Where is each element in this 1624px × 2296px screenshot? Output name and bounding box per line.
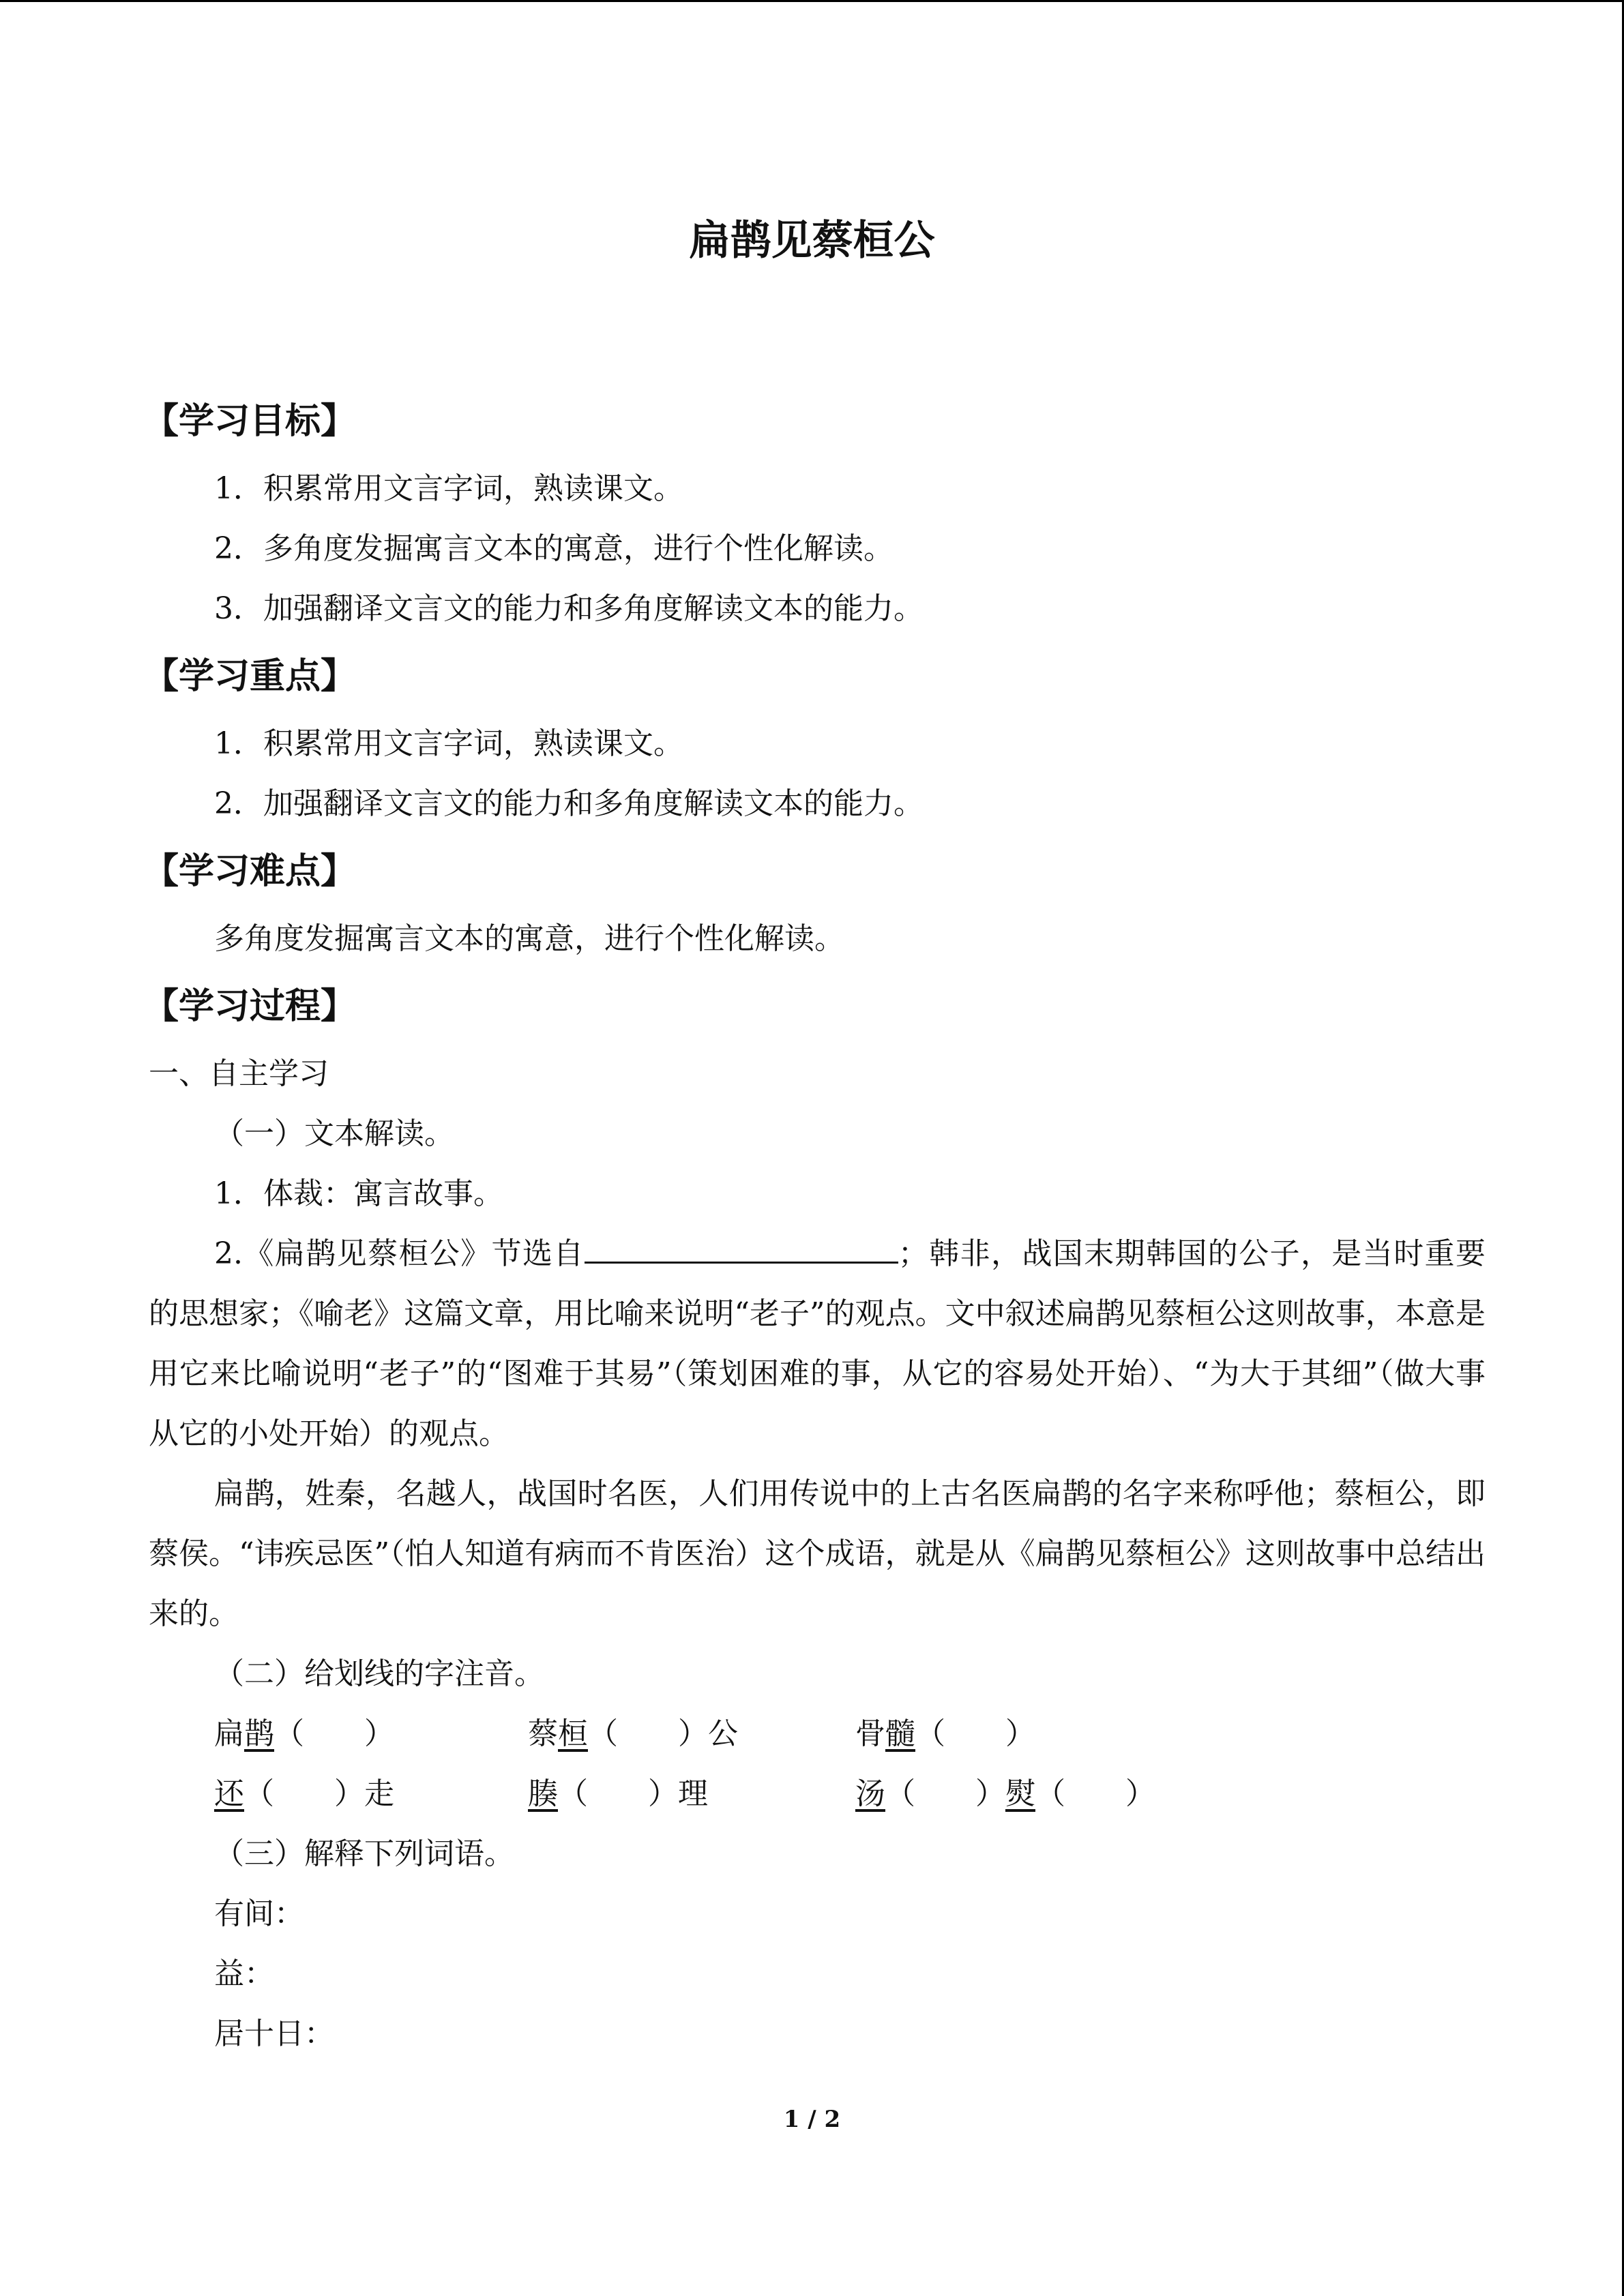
underlined-char: 鹊 — [244, 1716, 274, 1751]
sub-heading-explain: （三）解释下列词语。 — [214, 1836, 514, 1871]
section-heading-process: 【学习过程】 — [143, 986, 357, 1027]
page-title: 扁鹊见蔡桓公 — [689, 217, 935, 265]
word-item-2: 益： — [214, 1956, 274, 1991]
pinyin-row-2 — [149, 1764, 1486, 1824]
key-item-2: 2．加强翻译文言文的能力和多角度解读文本的能力。 — [214, 786, 924, 821]
part1-heading: 一、自主学习 — [149, 1056, 329, 1091]
pinyin-item-couli: 腠（ ）理 — [528, 1776, 708, 1811]
pinyin-row-1 — [149, 1704, 1486, 1764]
pinyin-item-gusui: 骨髓（ ） — [855, 1716, 1035, 1751]
word-item-3: 居十日： — [214, 2016, 334, 2051]
goal-item-1: 1．积累常用文言字词，熟读课文。 — [214, 471, 683, 506]
underlined-char: 汤 — [855, 1776, 885, 1811]
section-heading-difficulty: 【学习难点】 — [143, 851, 357, 892]
pinyin-item-huanzou: 还（ ）走 — [214, 1776, 394, 1811]
underlined-char: 还 — [214, 1776, 244, 1811]
underlined-char: 熨 — [1005, 1776, 1035, 1811]
goal-item-2: 2．多角度发掘寓言文本的寓意，进行个性化解读。 — [214, 531, 894, 566]
document-body — [143, 384, 1486, 2064]
page-number: 1 / 2 — [783, 2106, 841, 2133]
pinyin-item-tangwei: 汤（ ）熨（ ） — [855, 1776, 1155, 1811]
fill-in-blank[interactable] — [585, 1234, 898, 1264]
source-paragraph — [149, 1224, 1486, 1464]
genre-line: 1．体裁：寓言故事。 — [214, 1176, 503, 1211]
sub-heading-text-reading: （一）文本解读。 — [214, 1116, 454, 1151]
key-item-1: 1．积累常用文言字词，熟读课文。 — [214, 726, 683, 761]
bianque-paragraph: 扁鹊，姓秦，名越人，战国时名医，人们用传说中的上古名医扁鹊的名字来称呼他；蔡桓公，即蔡侯。“讳疾忌医”（怕人知道有病而不肯医治）这个成语，就是从《扁鹊见蔡桓公》这则故事中总结出来的。 — [149, 1476, 1486, 1631]
pinyin-item-caihuan: 蔡桓（ ）公 — [528, 1716, 738, 1751]
word-item-1: 有间： — [214, 1896, 304, 1931]
pinyin-item-bianque: 扁鹊（ ） — [214, 1716, 394, 1751]
section-heading-goals: 【学习目标】 — [143, 401, 357, 442]
section-heading-key: 【学习重点】 — [143, 656, 357, 697]
difficulty-text: 多角度发掘寓言文本的寓意，进行个性化解读。 — [214, 921, 844, 956]
source-text-before: 2.《扁鹊见蔡桓公》节选自 — [214, 1236, 585, 1271]
source-text-after: ；韩非，战国末期韩国的公子，是当时重要的思想家；《喻老》这篇文章，用比喻来说明“老子”的观点。文中叙述扁鹊见蔡桓公这则故事，本意是用它来比喻说明“老子”的“图难于其易”（策划困难的事，从它的容易处开始）、“为大于其细”（做大事从它的小处开始）的观点。 — [149, 1236, 1486, 1451]
goal-item-3: 3．加强翻译文言文的能力和多角度解读文本的能力。 — [214, 591, 924, 626]
underlined-char: 桓 — [558, 1716, 588, 1751]
underlined-char: 腠 — [528, 1776, 558, 1811]
underlined-char: 髓 — [885, 1716, 915, 1751]
sub-heading-pinyin: （二）给划线的字注音。 — [214, 1656, 544, 1691]
